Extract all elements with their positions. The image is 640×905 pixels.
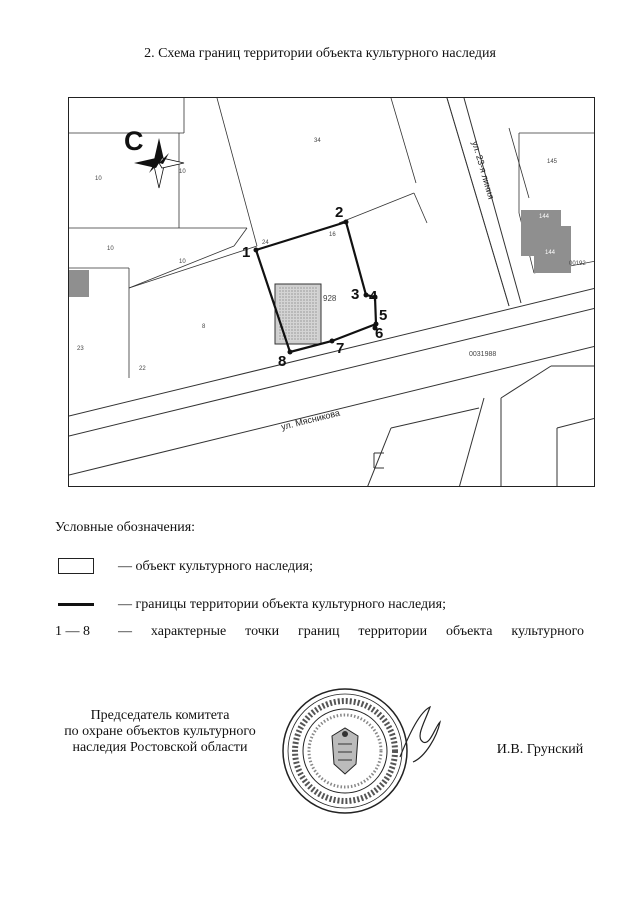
site-map <box>68 97 595 487</box>
position-line-3: наследия Ростовской области <box>72 740 248 755</box>
point-1-marker <box>254 248 259 253</box>
point-7-marker <box>330 339 335 344</box>
parcel-label-22: 22 <box>139 366 146 372</box>
point-label-6: 6 <box>375 325 384 342</box>
parcel-label-10a: 10 <box>95 176 102 182</box>
position-line-1: Председатель комитета <box>90 708 230 723</box>
handwritten-signature <box>395 702 445 767</box>
parcel-label-144a: 144 <box>539 214 550 220</box>
parcel-label-34: 34 <box>314 138 321 144</box>
legend-object-symbol <box>58 558 94 574</box>
position-line-2: по охране объектов культурного <box>64 724 256 739</box>
point-label-3: 3 <box>351 286 360 303</box>
legend-title: Условные обозначения: <box>55 520 196 535</box>
legend-object-text: — объект культурного наследия; <box>118 559 313 574</box>
legend-points-text: — характерные точки границ территории объекта культурного <box>118 624 584 639</box>
point-label-4: 4 <box>369 288 378 305</box>
road-edges <box>69 98 595 487</box>
parcel-label-23: 23 <box>77 346 84 352</box>
parcel-label-37: 37 <box>569 222 576 228</box>
point-2-marker <box>344 220 349 225</box>
point-label-1: 1 <box>242 244 251 261</box>
point-label-5: 5 <box>379 307 388 324</box>
parcel-label-24: 24 <box>262 240 269 246</box>
parcel-label-145: 145 <box>547 159 558 165</box>
parcel-label-16: 16 <box>329 232 336 238</box>
point-label-7: 7 <box>336 340 345 357</box>
page-title: 2. Схема границ территории объекта культурного наследия <box>144 46 496 61</box>
parcel-label-0031988: 0031988 <box>469 351 497 358</box>
parcel-label-10b: 10 <box>179 169 186 175</box>
compass-letter: С <box>124 126 144 156</box>
parcel-label-8: 8 <box>202 324 206 330</box>
parcel-label-10d: 10 <box>179 259 186 265</box>
street-label-23-liniya: ул. 23-я линия <box>470 139 497 201</box>
map-svg <box>69 98 595 487</box>
parcel-label-928: 928 <box>323 294 337 303</box>
point-label-8: 8 <box>278 353 287 370</box>
legend-points-range: 1 — 8 <box>55 624 90 639</box>
point-label-2: 2 <box>335 204 344 221</box>
signatory-name: И.В. Грунский <box>496 742 584 757</box>
legend-boundary-text: — границы территории объекта культурного наследия; <box>118 597 446 612</box>
legend-boundary-symbol <box>58 603 94 606</box>
parcel-lines <box>69 98 595 378</box>
parcel-label-00192: 00192 <box>569 261 586 267</box>
signatory-position <box>55 708 265 756</box>
street-label-myasnikova: ул. Мясникова <box>280 407 341 432</box>
official-seal <box>280 686 410 816</box>
point-3-marker <box>364 293 369 298</box>
parcel-label-10c: 10 <box>107 246 114 252</box>
point-8-marker <box>288 350 293 355</box>
parcel-label-144b: 144 <box>545 250 556 256</box>
gray-building-left <box>69 270 89 297</box>
